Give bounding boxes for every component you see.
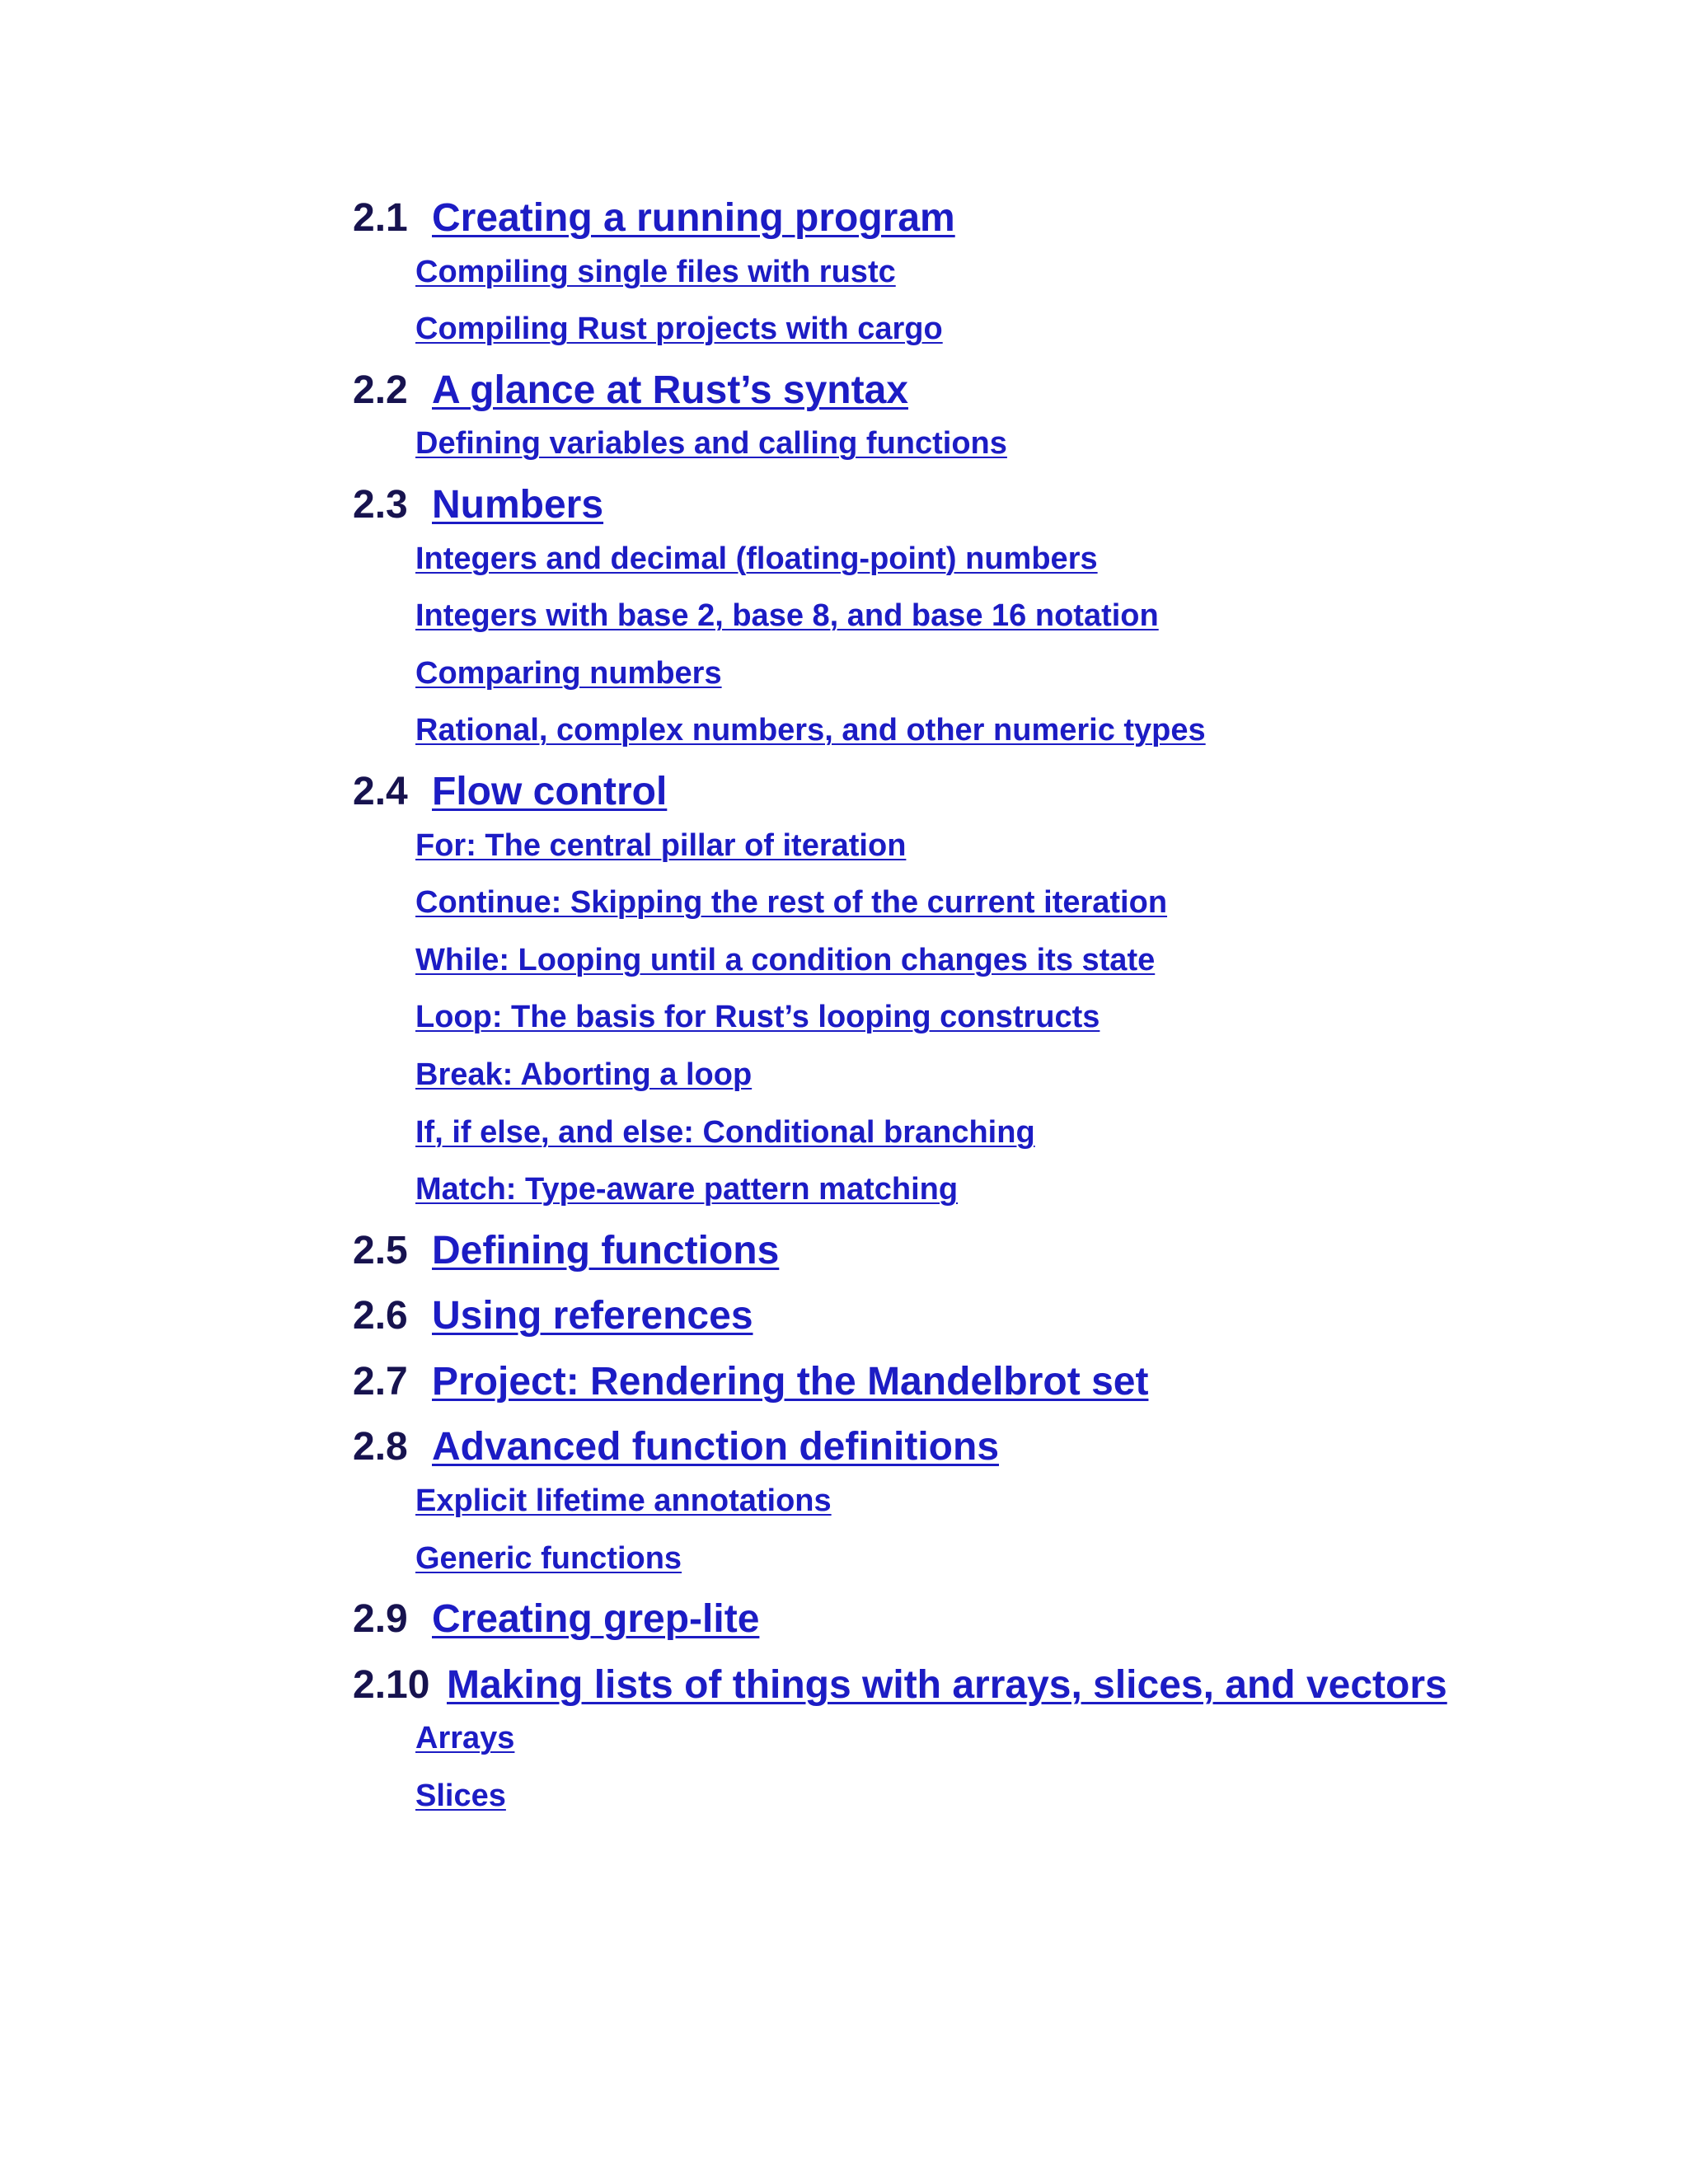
section-number: 2.10 — [353, 1662, 430, 1707]
subsection-link-arrays[interactable]: Arrays — [415, 1721, 515, 1756]
subsection-link-match[interactable]: Match: Type-aware pattern matching — [415, 1172, 959, 1207]
subsection-link-integers-with-base[interactable]: Integers with base 2, base 8, and base 16 notation — [415, 598, 1159, 634]
toc-section-2-4 — [353, 768, 1639, 816]
subsection-link-generic-functions[interactable]: Generic functions — [415, 1540, 682, 1576]
toc-section-2-9 — [353, 1596, 1639, 1643]
section-number: 2.3 — [353, 482, 408, 527]
toc-subsections-2-8 — [415, 1483, 1639, 1577]
section-number: 2.2 — [353, 368, 408, 412]
section-link-mandelbrot-project[interactable]: Project: Rendering the Mandelbrot set — [432, 1359, 1149, 1404]
subsection-link-loop[interactable]: Loop: The basis for Rust’s looping constructs — [415, 1000, 1100, 1035]
table-of-contents — [353, 194, 1639, 1816]
section-link-creating-grep-lite[interactable]: Creating grep-lite — [432, 1597, 760, 1642]
subsection-link-compiling-rust-projects[interactable]: Compiling Rust projects with cargo — [415, 312, 943, 347]
subsection-link-continue[interactable]: Continue: Skipping the rest of the current iteration — [415, 885, 1168, 921]
toc-subsections-2-10 — [415, 1720, 1639, 1815]
subsection-link-break[interactable]: Break: Aborting a loop — [415, 1057, 753, 1092]
toc-section-2-1 — [353, 194, 1639, 242]
section-link-flow-control[interactable]: Flow control — [432, 769, 668, 813]
subsection-link-integers-and-decimal[interactable]: Integers and decimal (floating-point) numbers — [415, 541, 1098, 576]
subsection-link-rational-complex-numbers[interactable]: Rational, complex numbers, and other numeric types — [415, 713, 1206, 748]
section-link-a-glance-at-rusts-syntax[interactable]: A glance at Rust’s syntax — [432, 368, 908, 412]
section-number: 2.4 — [353, 769, 408, 813]
section-link-defining-functions[interactable]: Defining functions — [432, 1228, 780, 1272]
section-number: 2.8 — [353, 1425, 408, 1469]
toc-section-2-5 — [353, 1227, 1639, 1275]
section-number: 2.6 — [353, 1294, 408, 1338]
toc-subsections-2-3 — [415, 541, 1639, 750]
toc-section-2-6 — [353, 1292, 1639, 1340]
section-link-advanced-function-definitions[interactable]: Advanced function definitions — [432, 1425, 1000, 1469]
section-link-numbers[interactable]: Numbers — [432, 482, 604, 527]
section-link-creating-a-running-program[interactable]: Creating a running program — [432, 196, 955, 240]
subsection-link-defining-variables[interactable]: Defining variables and calling functions — [415, 426, 1007, 462]
subsection-link-explicit-lifetime-annotations[interactable]: Explicit lifetime annotations — [415, 1483, 832, 1519]
toc-section-2-8 — [353, 1423, 1639, 1471]
section-number: 2.9 — [353, 1597, 408, 1642]
section-link-making-lists[interactable]: Making lists of things with arrays, slices, and vectors — [447, 1662, 1447, 1707]
subsection-link-slices[interactable]: Slices — [415, 1779, 506, 1814]
subsection-link-while[interactable]: While: Looping until a condition changes its state — [415, 942, 1156, 977]
toc-section-2-7 — [353, 1358, 1639, 1406]
toc-subsections-2-4 — [415, 827, 1639, 1209]
toc-subsections-2-1 — [415, 254, 1639, 349]
section-number: 2.1 — [353, 196, 408, 240]
section-link-using-references[interactable]: Using references — [432, 1294, 753, 1338]
subsection-link-if-else[interactable]: If, if else, and else: Conditional branching — [415, 1114, 1035, 1150]
toc-section-2-10 — [353, 1661, 1639, 1709]
subsection-link-comparing-numbers[interactable]: Comparing numbers — [415, 655, 722, 691]
toc-section-2-3 — [353, 481, 1639, 529]
section-number: 2.5 — [353, 1228, 408, 1272]
toc-subsections-2-2 — [415, 425, 1639, 463]
toc-section-2-2 — [353, 367, 1639, 415]
section-number: 2.7 — [353, 1359, 408, 1404]
subsection-link-for[interactable]: For: The central pillar of iteration — [415, 827, 907, 863]
subsection-link-compiling-single-files[interactable]: Compiling single files with rustc — [415, 254, 896, 289]
